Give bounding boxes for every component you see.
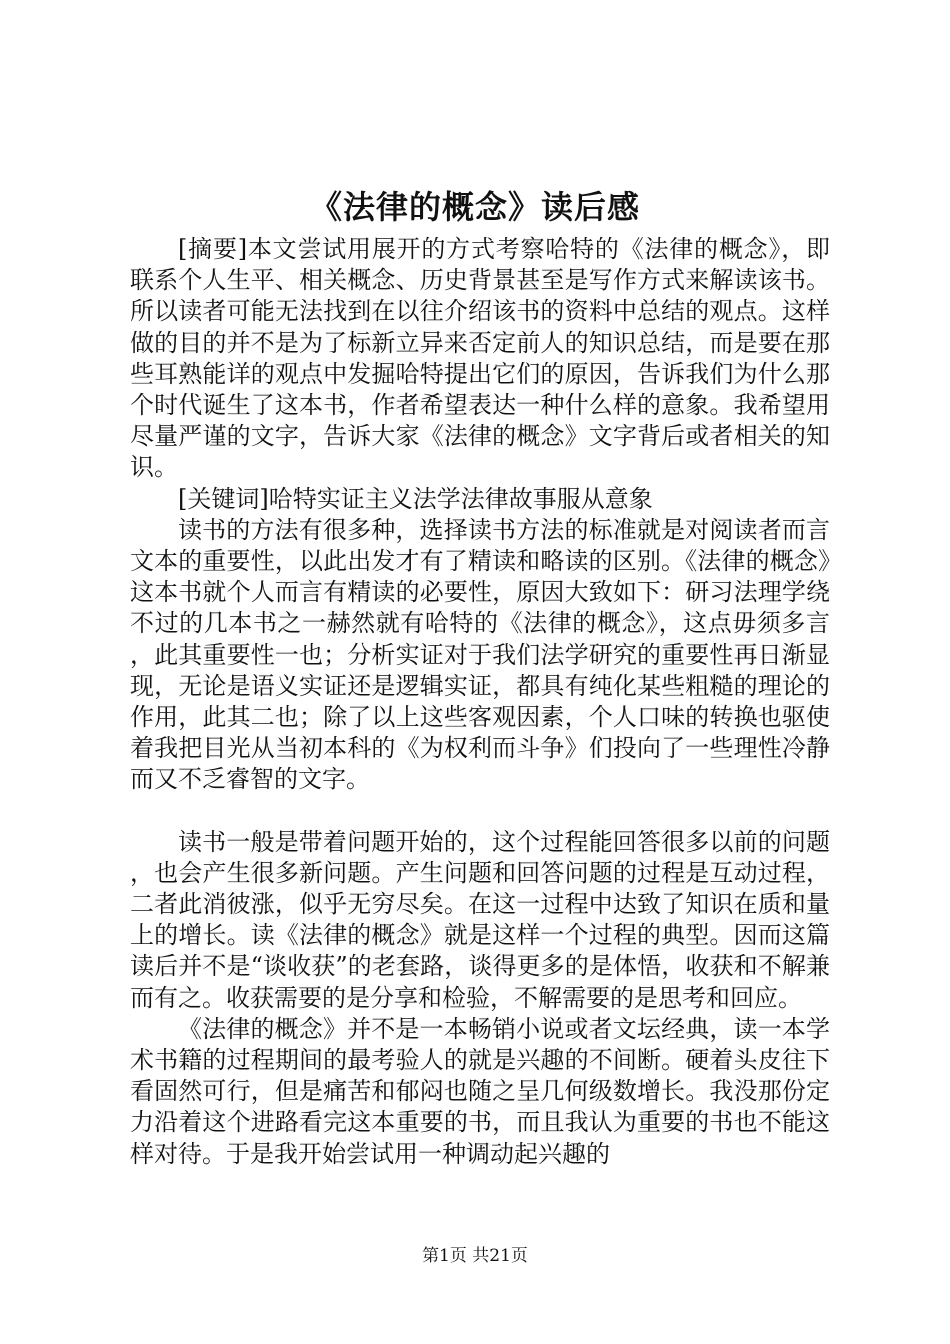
body-paragraph: 读书一般是带着问题开始的，这个过程能回答很多以前的问题，也会产生很多新问题。产生问题和回答问题的过程是互动过程，二者此消彼涨，似乎无穷尽矣。在这一过程中达致了知识在质和量上的增长。读《法律的概念》就是这样一个过程的典型。因而这篇读后并不是“谈收获”的老套路，谈得更多的是体悟，收获和不解兼而有之。收获需要的是分享和检验，不解需要的是思考和回应。: [130, 827, 830, 1012]
paragraph-spacer: [130, 796, 830, 827]
page-number: 第1页 共21页: [422, 1246, 528, 1266]
keywords-paragraph: [关键词]哈特实证主义法学法律故事服从意象: [178, 484, 653, 513]
page-title: 《法律的概念》读后感: [309, 188, 640, 226]
body-paragraph: 读书的方法有很多种，选择读书方法的标准就是对阅读者而言文本的重要性，以此出发才有了精读和略读的区别。《法律的概念》这本书就个人而言有精读的必要性，原因大致如下：研习法理学绕不过的几本书之一赫然就有哈特的《法律的概念》，这点毋须多言，此其重要性一也；分析实证对于我们法学研究的重要性再日渐显现，无论是语义实证还是逻辑实证，都具有纯化某些粗糙的理论的作用，此其二也；除了以上这些客观因素，个人口味的转换也驱使着我把目光从当初本科的《为权利而斗争》们投向了一些理性冷静而又不乏睿智的文字。: [130, 515, 830, 794]
abstract-paragraph: [摘要]本文尝试用展开的方式考察哈特的《法律的概念》，即联系个人生平、相关概念、历史背景甚至是写作方式来解读该书。所以读者可能无法找到在以往介绍该书的资料中总结的观点。这样做的目的并不是为了标新立异来否定前人的知识总结，而是要在那些耳熟能详的观点中发掘哈特提出它们的原因，告诉我们为什么那个时代诞生了这本书，作者希望表达一种什么样的意象。我希望用尽量严谨的文字，告诉大家《法律的概念》文字背后或者相关的知识。: [130, 235, 830, 482]
body-paragraph: 《法律的概念》并不是一本畅销小说或者文坛经典，读一本学术书籍的过程期间的最考验人的就是兴趣的不间断。硬着头皮往下看固然可行，但是痛苦和郁闷也随之呈几何级数增长。我没那份定力沿着这个进路看完这本重要的书，而且我认为重要的书也不能这样对待。于是我开始尝试用一种调动起兴趣的: [130, 1014, 830, 1168]
document-body: [130, 234, 830, 1170]
